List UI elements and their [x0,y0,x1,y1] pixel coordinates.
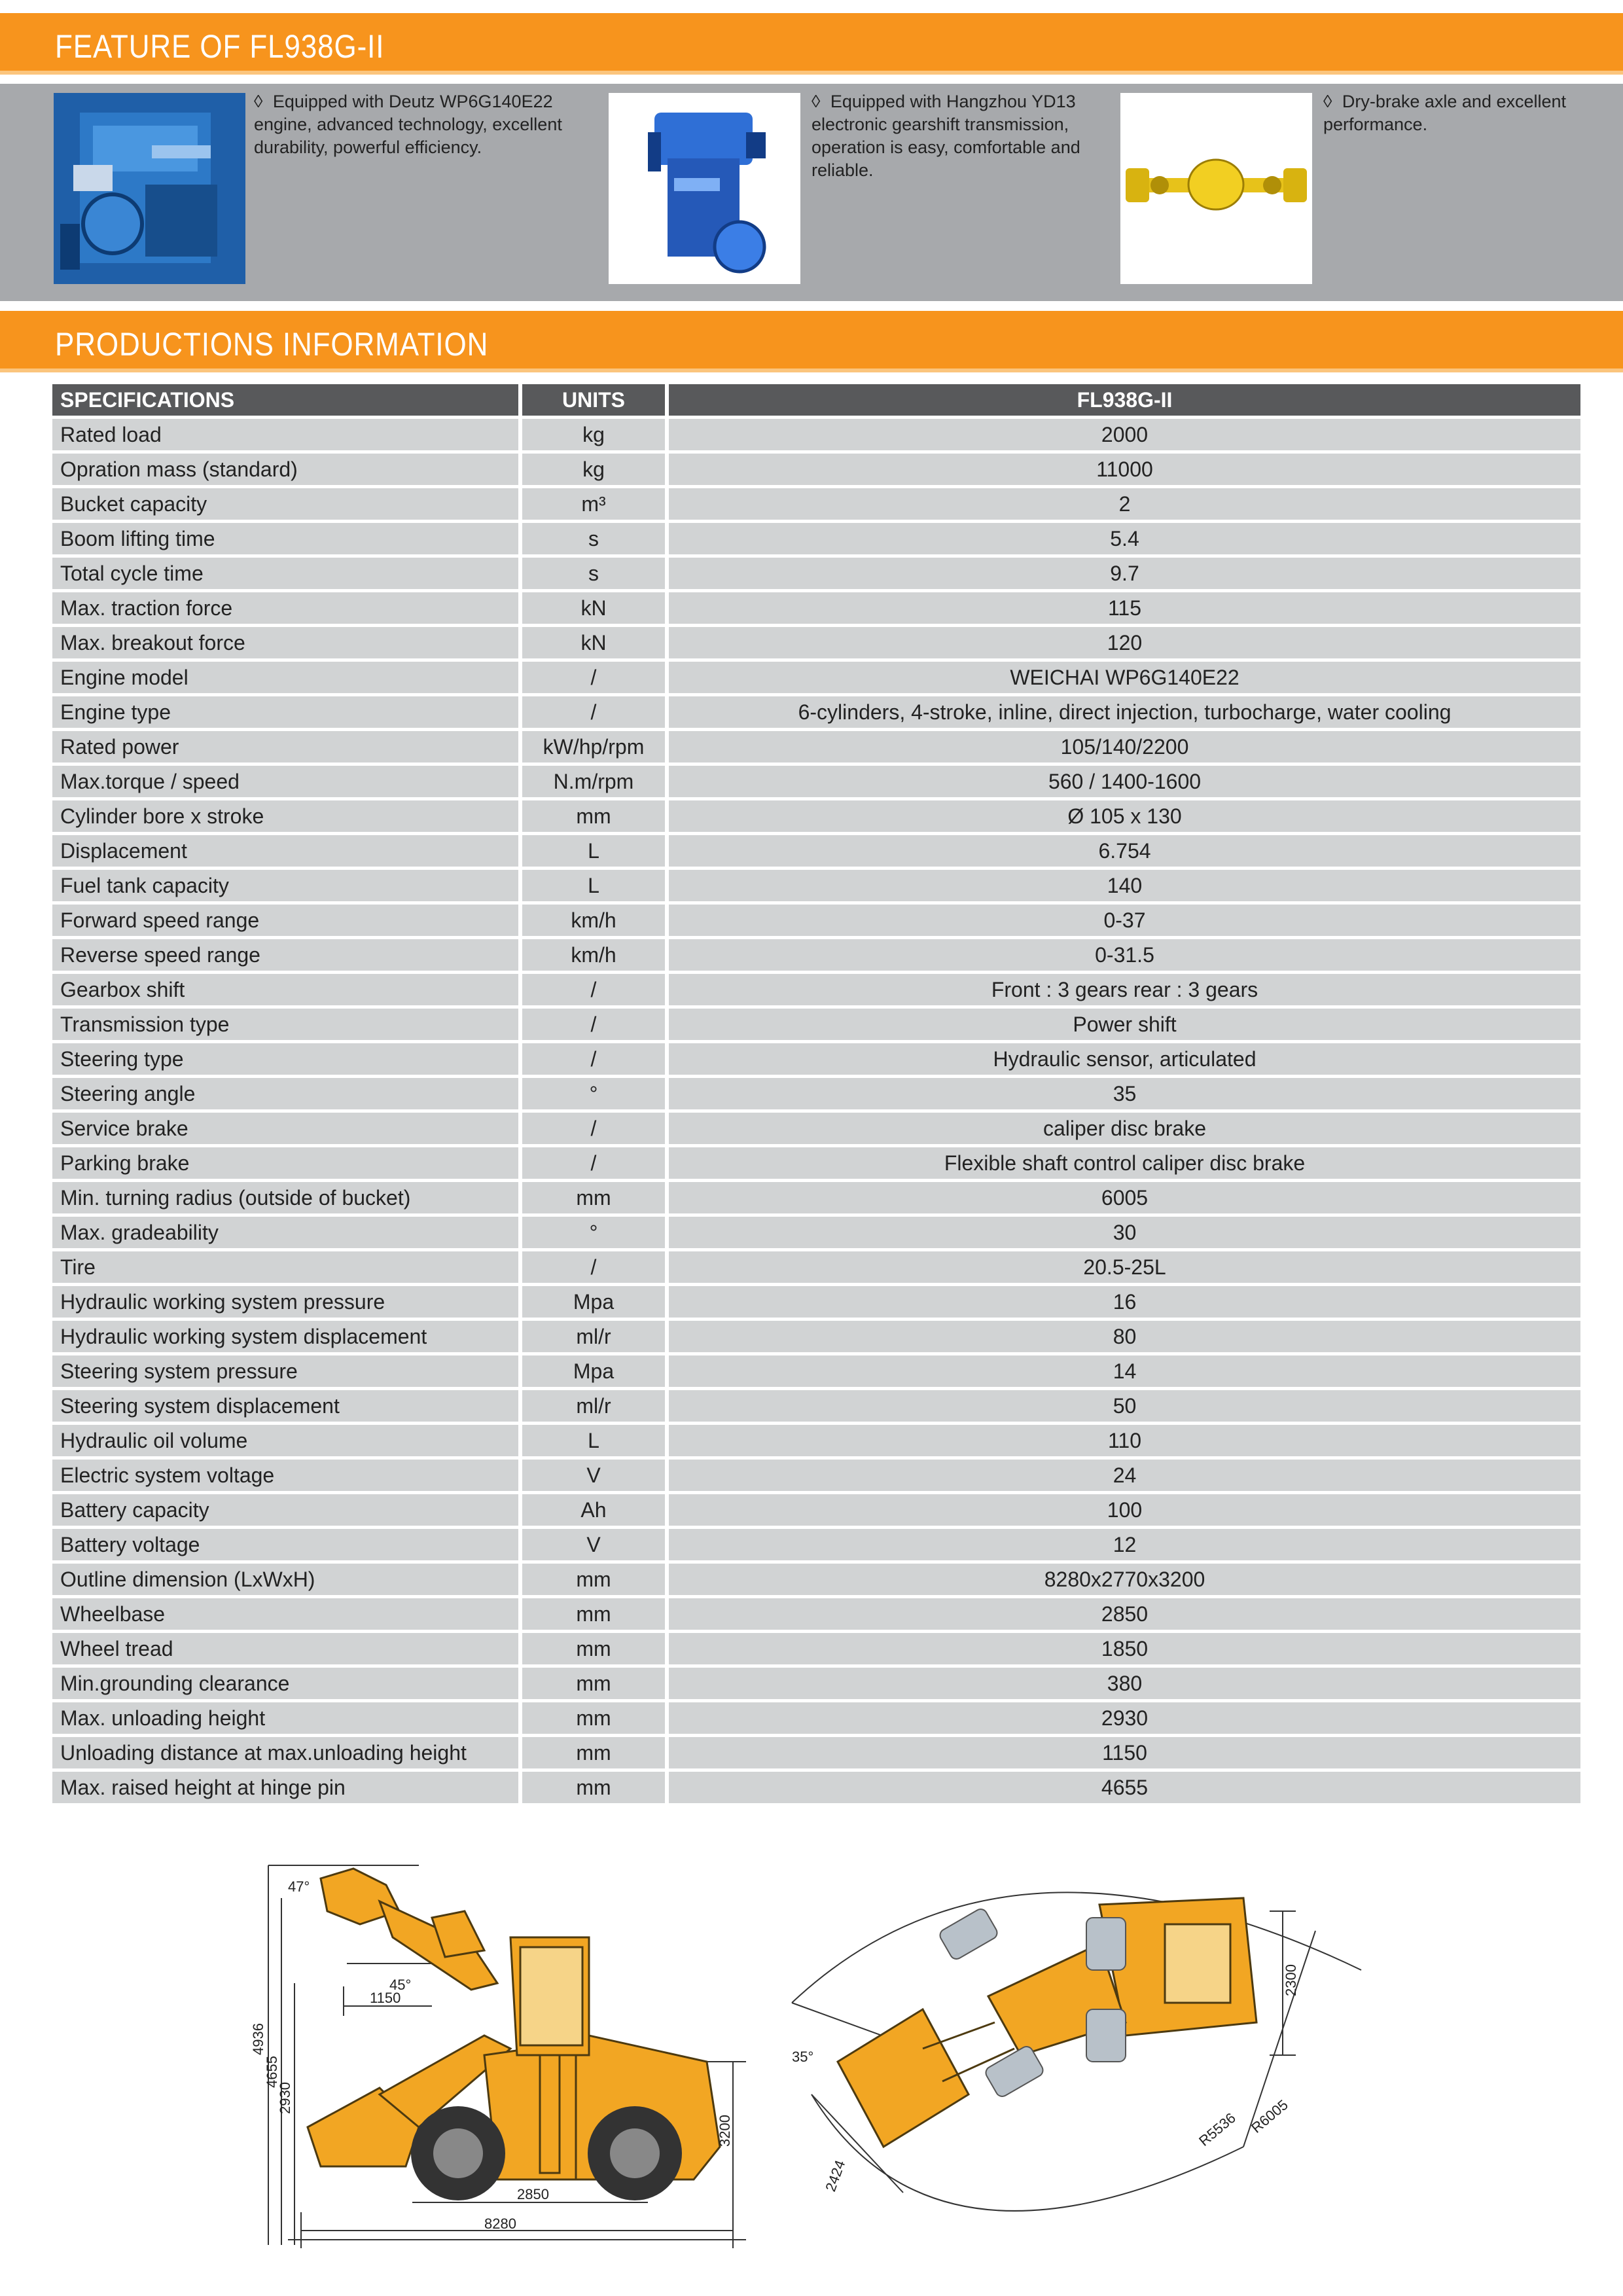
side-dim-unload-height: 2930 [277,2082,293,2114]
header-specifications: SPECIFICATIONS [52,384,522,416]
spec-value: 6005 [669,1182,1580,1213]
spec-row [52,1425,1580,1456]
spec-unit: ml/r [522,1390,669,1422]
spec-name: Bucket capacity [52,488,522,520]
products-title: PRODUCTIONS INFORMATION [55,326,489,363]
spec-row [52,488,1580,520]
spec-name: Min. turning radius (outside of bucket) [52,1182,522,1213]
spec-value: 24 [669,1460,1580,1491]
dimension-drawings [0,1839,1623,2284]
spec-unit: V [522,1460,669,1491]
spec-row [52,1321,1580,1352]
header-units: UNITS [522,384,669,416]
spec-name: Gearbox shift [52,974,522,1005]
spec-value: 6.754 [669,835,1580,867]
spec-name: Max. breakout force [52,627,522,658]
spec-name: Parking brake [52,1147,522,1179]
spec-unit: kN [522,592,669,624]
spec-value: 110 [669,1425,1580,1456]
side-dim-cab-height: 3200 [717,2115,733,2147]
spec-name: Displacement [52,835,522,867]
spec-row [52,558,1580,589]
spec-value: 30 [669,1217,1580,1248]
top-dim-bucket-width: 2424 [822,2158,849,2194]
spec-name: Forward speed range [52,905,522,936]
spec-unit: km/h [522,939,669,971]
spec-name: Service brake [52,1113,522,1144]
spec-name: Steering system pressure [52,1355,522,1387]
spec-row [52,1355,1580,1387]
spec-unit: / [522,1113,669,1144]
spec-name: Max. gradeability [52,1217,522,1248]
spec-name: Hydraulic oil volume [52,1425,522,1456]
spec-name: Reverse speed range [52,939,522,971]
spec-value: 5.4 [669,523,1580,554]
spec-value: Front : 3 gears rear : 3 gears [669,974,1580,1005]
spec-row [52,454,1580,485]
spec-row [52,731,1580,762]
spec-row [52,974,1580,1005]
spec-unit: mm [522,1737,669,1768]
header-model: FL938G-II [669,384,1580,416]
spec-unit: km/h [522,905,669,936]
bullet-icon: ◊ [1323,92,1332,111]
spec-name: Battery capacity [52,1494,522,1526]
spec-name: Fuel tank capacity [52,870,522,901]
spec-value: 2000 [669,419,1580,450]
side-angle-top: 47° [288,1878,310,1895]
spec-value: caliper disc brake [669,1113,1580,1144]
spec-row [52,662,1580,693]
spec-row [52,1147,1580,1179]
spec-unit: kW/hp/rpm [522,731,669,762]
spec-row [52,1529,1580,1560]
side-dim-reach: 1150 [370,1990,401,2006]
spec-name: Wheel tread [52,1633,522,1664]
spec-row [52,1009,1580,1040]
spec-unit: N.m/rpm [522,766,669,797]
top-radius-outer: R6005 [1248,2096,1291,2136]
spec-name: Engine model [52,662,522,693]
spec-row [52,905,1580,936]
spec-value: 0-37 [669,905,1580,936]
spec-unit: / [522,1251,669,1283]
top-angle: 35° [792,2049,814,2065]
spec-value: 80 [669,1321,1580,1352]
axle-photo [1120,93,1312,284]
top-radius-inner: R5536 [1196,2109,1239,2149]
spec-name: Max. traction force [52,592,522,624]
spec-name: Electric system voltage [52,1460,522,1491]
feature-text-transmission: ◊ Equipped with Hangzhou YD13 electronic gearshift transmission, operation is easy, comfortable and reliable. [812,92,1080,180]
spec-row [52,1737,1580,1768]
spec-value: Flexible shaft control caliper disc brake [669,1147,1580,1179]
spec-name: Outline dimension (LxWxH) [52,1564,522,1595]
feature-title: FEATURE OF FL938G-II [55,28,385,65]
spec-unit: mm [522,1633,669,1664]
spec-row [52,835,1580,867]
side-dim-length: 8280 [484,2215,516,2232]
spec-unit: V [522,1529,669,1560]
feature-header-band [0,13,1623,71]
spec-unit: / [522,1147,669,1179]
spec-value: Hydraulic sensor, articulated [669,1043,1580,1075]
side-dim-wheelbase: 2850 [517,2186,549,2202]
spec-table [52,381,1580,1806]
spec-name: Opration mass (standard) [52,454,522,485]
spec-unit: / [522,1009,669,1040]
spec-value: Ø 105 x 130 [669,800,1580,832]
spec-unit: kN [522,627,669,658]
spec-name: Max. unloading height [52,1702,522,1734]
spec-name: Rated load [52,419,522,450]
spec-row [52,800,1580,832]
spec-row [52,1286,1580,1318]
side-dim-hinge-height: 4655 [264,2056,280,2088]
spec-row [52,1702,1580,1734]
spec-value: 20.5-25L [669,1251,1580,1283]
spec-value: 50 [669,1390,1580,1422]
spec-row [52,1043,1580,1075]
spec-name: Hydraulic working system displacement [52,1321,522,1352]
spec-name: Transmission type [52,1009,522,1040]
spec-unit: kg [522,419,669,450]
spec-row [52,523,1580,554]
spec-value: 1150 [669,1737,1580,1768]
spec-unit: Mpa [522,1355,669,1387]
spec-value: 2930 [669,1702,1580,1734]
spec-row [52,696,1580,728]
spec-row [52,1494,1580,1526]
spec-unit: ° [522,1217,669,1248]
top-dim-width: 2300 [1283,1964,1299,1996]
spec-row [52,592,1580,624]
spec-unit: mm [522,800,669,832]
spec-row [52,1078,1580,1109]
spec-name: Tire [52,1251,522,1283]
spec-value: 380 [669,1668,1580,1699]
spec-name: Battery voltage [52,1529,522,1560]
spec-unit: m³ [522,488,669,520]
feature-text-axle: ◊ Dry-brake axle and excellent performance. [1323,92,1567,134]
spec-name: Total cycle time [52,558,522,589]
spec-row [52,1182,1580,1213]
spec-value: 115 [669,592,1580,624]
spec-value: 105/140/2200 [669,731,1580,762]
spec-name: Min.grounding clearance [52,1668,522,1699]
spec-value: 12 [669,1529,1580,1560]
spec-row [52,1251,1580,1283]
spec-unit: mm [522,1772,669,1803]
spec-value: 16 [669,1286,1580,1318]
side-angle-bucket: 45° [389,1977,412,1993]
spec-value: 1850 [669,1633,1580,1664]
spec-unit: ° [522,1078,669,1109]
spec-unit: Mpa [522,1286,669,1318]
spec-value: Power shift [669,1009,1580,1040]
spec-table-header [52,384,1580,416]
spec-unit: s [522,558,669,589]
spec-name: Rated power [52,731,522,762]
spec-unit: mm [522,1182,669,1213]
spec-row [52,1460,1580,1491]
spec-unit: L [522,835,669,867]
spec-value: 100 [669,1494,1580,1526]
spec-row [52,1598,1580,1630]
spec-value: 8280x2770x3200 [669,1564,1580,1595]
spec-row [52,1217,1580,1248]
spec-name: Unloading distance at max.unloading height [52,1737,522,1768]
spec-unit: L [522,870,669,901]
spec-name: Hydraulic working system pressure [52,1286,522,1318]
spec-name: Engine type [52,696,522,728]
spec-row [52,627,1580,658]
spec-name: Steering type [52,1043,522,1075]
spec-unit: mm [522,1702,669,1734]
spec-value: WEICHAI WP6G140E22 [669,662,1580,693]
spec-row [52,1113,1580,1144]
spec-name: Max. raised height at hinge pin [52,1772,522,1803]
spec-row [52,939,1580,971]
feature-panel [0,84,1623,301]
spec-row [52,766,1580,797]
spec-row [52,1772,1580,1803]
spec-value: 140 [669,870,1580,901]
products-header-band [0,311,1623,368]
spec-row [52,1564,1580,1595]
spec-name: Wheelbase [52,1598,522,1630]
spec-value: 6-cylinders, 4-stroke, inline, direct injection, turbocharge, water cooling [669,696,1580,728]
spec-value: 14 [669,1355,1580,1387]
bullet-icon: ◊ [812,92,821,111]
spec-value: 35 [669,1078,1580,1109]
spec-value: 4655 [669,1772,1580,1803]
spec-unit: / [522,1043,669,1075]
engine-photo [54,93,245,284]
spec-unit: mm [522,1598,669,1630]
top-view-drawing [772,1839,1387,2284]
spec-row [52,1633,1580,1664]
spec-row [52,1668,1580,1699]
spec-unit: Ah [522,1494,669,1526]
spec-name: Steering angle [52,1078,522,1109]
spec-unit: mm [522,1564,669,1595]
spec-name: Steering system displacement [52,1390,522,1422]
spec-unit: mm [522,1668,669,1699]
spec-unit: / [522,696,669,728]
spec-value: 560 / 1400-1600 [669,766,1580,797]
spec-value: 120 [669,627,1580,658]
bullet-icon: ◊ [254,92,263,111]
spec-name: Max.torque / speed [52,766,522,797]
spec-value: 11000 [669,454,1580,485]
feature-text-engine: ◊ Equipped with Deutz WP6G140E22 engine, advanced technology, excellent durability, powerful efficiency. [254,92,562,157]
spec-unit: / [522,662,669,693]
spec-unit: s [522,523,669,554]
spec-name: Boom lifting time [52,523,522,554]
spec-unit: / [522,974,669,1005]
side-dim-total-height: 4936 [250,2023,266,2055]
spec-value: 0-31.5 [669,939,1580,971]
spec-value: 2 [669,488,1580,520]
spec-value: 2850 [669,1598,1580,1630]
transmission-photo [609,93,800,284]
spec-unit: L [522,1425,669,1456]
spec-row [52,870,1580,901]
spec-row [52,1390,1580,1422]
spec-value: 9.7 [669,558,1580,589]
spec-unit: kg [522,454,669,485]
spec-unit: ml/r [522,1321,669,1352]
spec-row [52,419,1580,450]
spec-name: Cylinder bore x stroke [52,800,522,832]
